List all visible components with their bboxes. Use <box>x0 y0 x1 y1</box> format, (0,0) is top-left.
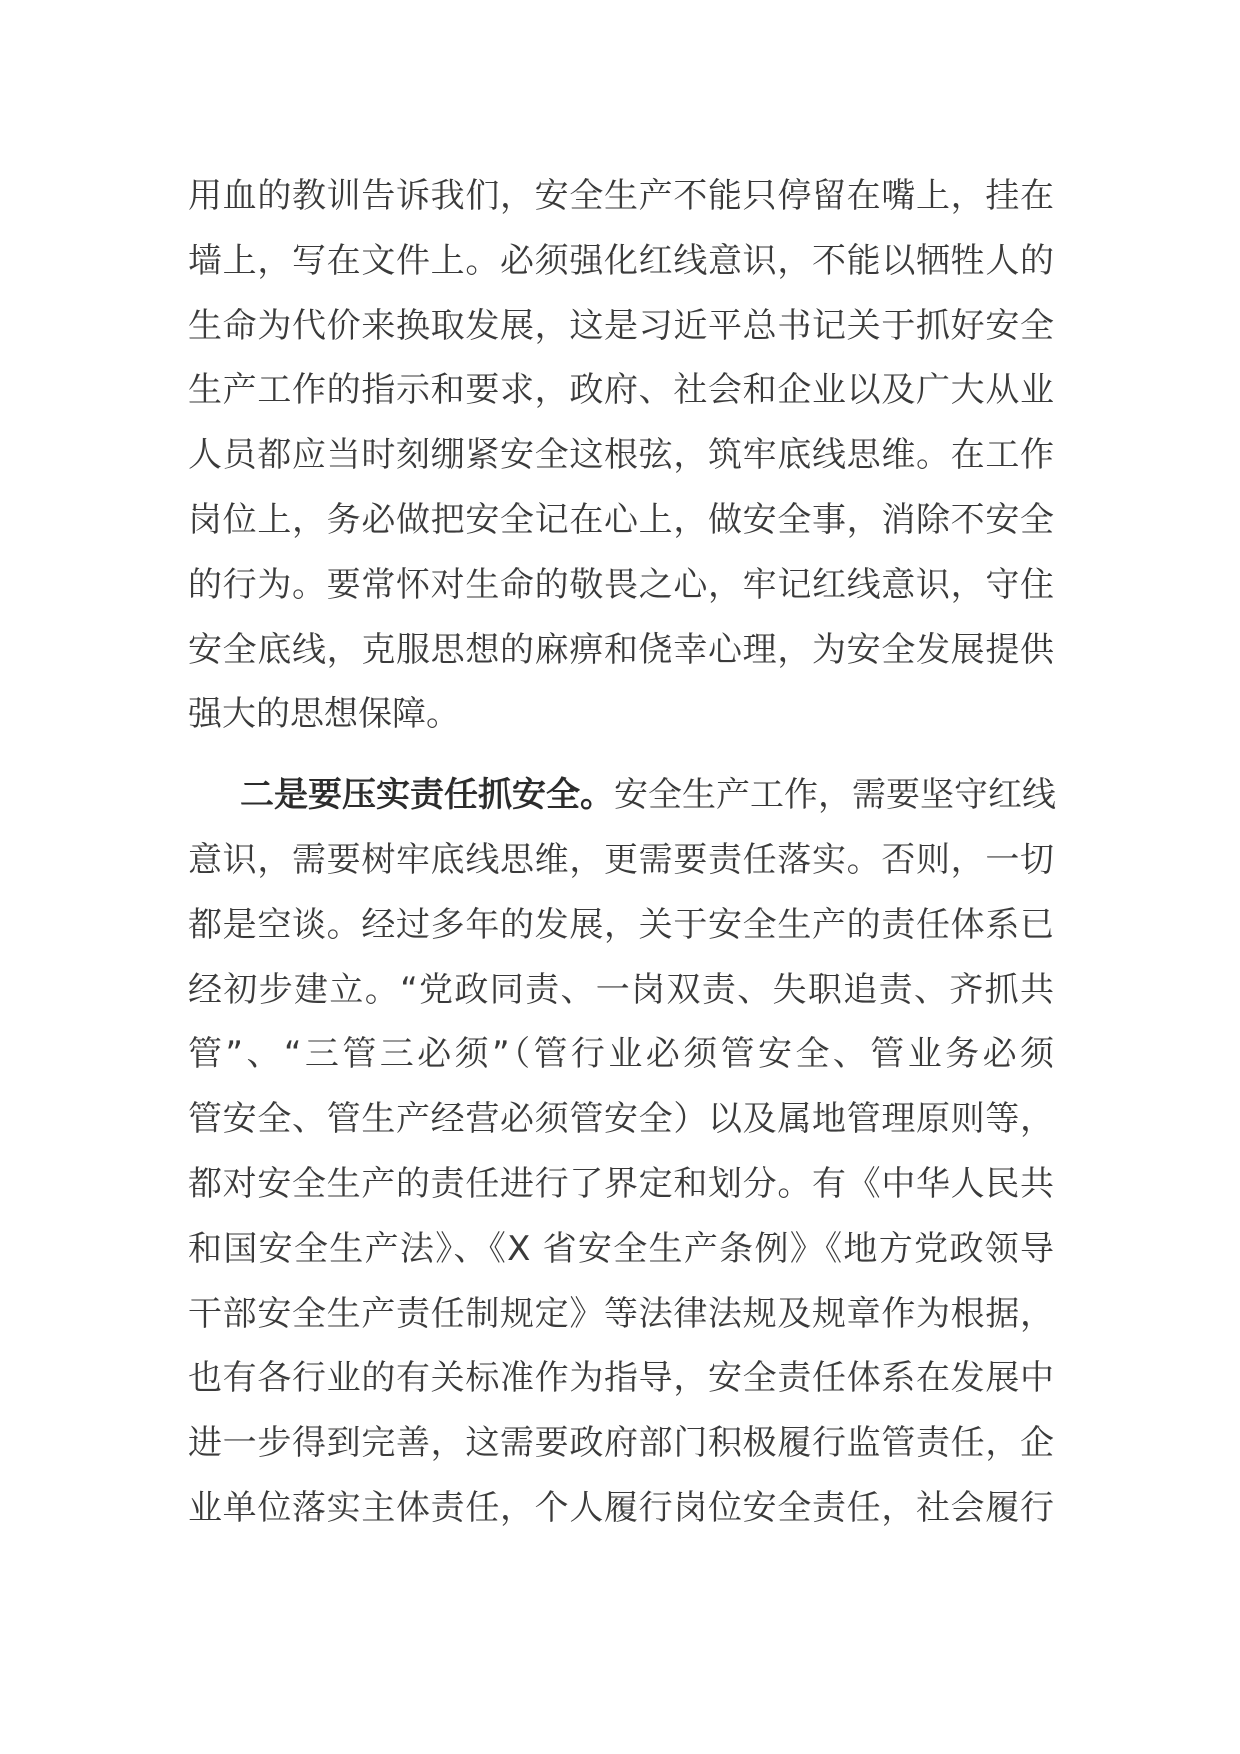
text-line: 墙上，写在文件上。必须强化红线意识，不能以牺牲人的 <box>188 240 1054 281</box>
text-line: 管安全、管生产经营必须管安全）以及属地管理原则等， <box>188 1099 1054 1140</box>
text-line: 都是空谈。经过多年的发展，关于安全生产的责任体系已 <box>188 904 1054 945</box>
text-line-first <box>188 763 1054 828</box>
text-line: 强大的思想保障。 <box>188 694 460 735</box>
text-line: 经初步建立。“党政同责、一岗双责、失职追责、齐抓共 <box>188 969 1054 1010</box>
paragraph-spacer <box>188 747 1054 763</box>
text-line: 业单位落实主体责任，个人履行岗位安全责任，社会履行 <box>188 1487 1054 1528</box>
paragraph-2 <box>188 763 1054 1541</box>
text-line: 安全底线，克服思想的麻痹和侥幸心理，为安全发展提供 <box>188 629 1054 670</box>
paragraph-heading: 二是要压实责任抓安全。 <box>240 775 614 816</box>
text-line: 人员都应当时刻绷紧安全这根弦，筑牢底线思维。在工作 <box>188 435 1054 476</box>
text-line: 生产工作的指示和要求，政府、社会和企业以及广大从业 <box>188 370 1054 411</box>
text-run: 安全生产工作，需要坚守红线 <box>614 775 1056 816</box>
text-line: 岗位上，务必做把安全记在心上，做安全事，消除不安全 <box>188 499 1054 540</box>
text-line: 也有各行业的有关标准作为指导，安全责任体系在发展中 <box>188 1358 1054 1399</box>
text-line: 都对安全生产的责任进行了界定和划分。有《中华人民共 <box>188 1163 1054 1204</box>
body-text <box>188 164 1054 1541</box>
text-line: 进一步得到完善，这需要政府部门积极履行监管责任，企 <box>188 1423 1054 1464</box>
text-line: 管”、“三管三必须”（管行业必须管安全、管业务必须 <box>188 1034 1054 1075</box>
text-line: 生命为代价来换取发展，这是习近平总书记关于抓好安全 <box>188 305 1054 346</box>
text-line: 干部安全生产责任制规定》等法律法规及规章作为根据， <box>188 1293 1054 1334</box>
text-line: 意识，需要树牢底线思维，更需要责任落实。否则，一切 <box>188 839 1054 880</box>
text-line: 的行为。要常怀对生命的敬畏之心，牢记红线意识，守住 <box>188 564 1054 605</box>
text-line: 用血的教训告诉我们，安全生产不能只停留在嘴上，挂在 <box>188 176 1054 216</box>
text-line: 和国安全生产法》、《X 省安全生产条例》《地方党政领导 <box>188 1228 1054 1269</box>
paragraph-1 <box>188 164 1054 747</box>
